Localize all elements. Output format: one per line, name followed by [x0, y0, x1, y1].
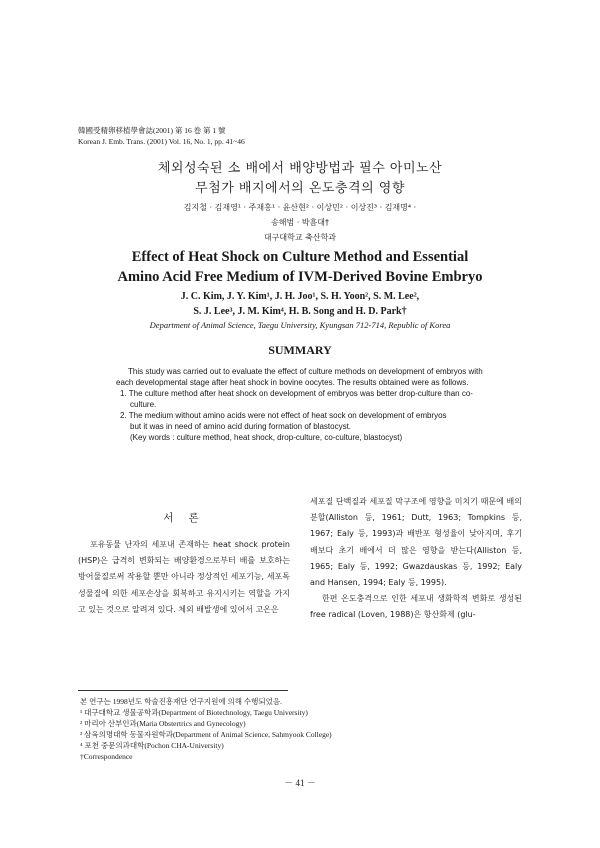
footnote-3: ³ 삼육의명대학 동물자원학과(Department of Animal Science, Sahmyook College)	[80, 730, 332, 739]
english-title-line-2: Amino Acid Free Medium of IVM-Derived Bovine Embryo	[117, 269, 483, 285]
body-paragraph: 포유동물 난자의 세포내 존재하는 heat shock protein (HSP)은 급격히 변화되는 배양환경으로부터 배를 보호하는 방어물질로써 작용할 뿐만 아니라 정상적인 세포기능, 세포독성물질에 의한 세포손상을 회복하고 유지시키는 역할을 가지고 있는 것으로 알려져 있다. 체외 배발생에 있어서 고온은	[78, 540, 290, 614]
english-title-line-1: Effect of Heat Shock on Culture Method and Essential	[131, 249, 469, 265]
korean-affiliation: 대구대학교 축산학과	[263, 233, 337, 242]
korean-title-line-2: 무첨가 배지에서의 온도충격의 영향	[195, 181, 405, 196]
footnote-1: ¹ 대구대학교 생물공학과(Department of Biotechnology, Taegu University)	[80, 708, 308, 717]
body-left-column	[78, 537, 290, 618]
summary-block	[116, 366, 488, 443]
summary-intro: This study was carried out to evaluate the effect of culture methods on development of embryos with each developmental stage after heat shock in bovine oocytes. The results obtained were as follows.	[116, 367, 483, 387]
english-department: Department of Animal Science, Taegu University, Kyungsan 712-714, Republic of Korea	[149, 320, 451, 330]
korean-authors-line-1: 김지철 · 김재영¹ · 주재홍¹ · 윤산현² · 이상민² · 이상진³ · 김재명⁴ ·	[183, 203, 417, 212]
body-paragraph: 한편 온도충격으로 인한 세포내 생화학적 변화로 생성된 free radical (Loven, 1988)은 항산화제 (glu-	[310, 594, 522, 620]
english-authors-line-1: J. C. Kim, J. Y. Kim¹, J. H. Joo¹, S. H. Yoon², S. M. Lee²,	[180, 291, 420, 302]
korean-authors	[0, 200, 600, 245]
summary-keywords: (Key words : culture method, heat shock, drop-culture, co-culture, blastocyst)	[130, 433, 403, 442]
korean-title	[0, 159, 600, 199]
summary-result-2-continued: but it was in need of amino acid during formation of blastocyst.	[130, 422, 352, 431]
korean-title-line-1: 체외성숙된 소 배에서 배양방법과 필수 아미노산	[157, 161, 443, 176]
journal-citation	[78, 125, 245, 147]
footnote-funding: 본 연구는 1998년도 학술진흥재단 연구지원에 의해 수행되었음.	[80, 697, 283, 706]
summary-result-2: 2. The medium without amino acids were not effect of heat sock on development of embryos	[120, 411, 447, 420]
english-authors	[0, 289, 600, 319]
summary-result-1: 1. The culture method after heat shock on development of embryos was better drop-culture than co-culture.	[120, 389, 473, 409]
english-authors-line-2: S. J. Lee³, J. M. Kim⁴, H. B. Song and H. D. Park†	[193, 306, 407, 317]
summary-heading: SUMMARY	[268, 343, 332, 357]
section-title-introduction: 서 론	[163, 512, 205, 524]
footnotes	[80, 696, 480, 762]
page-number: － 41 －	[284, 778, 316, 788]
footnote-divider	[78, 690, 288, 691]
footnote-correspondence: †Correspondence	[80, 752, 133, 761]
body-paragraph: 세포질 단백질과 세포질 막구조에 영향을 미치기 때문에 배의 분할(Alliston 등, 1961; Dutt, 1963; Tompkins 등, 1967; Ealy 등, 1993)과 배반포 형성율이 낮아지며, 후기 배보다 초기 배에서 더 많은 영향을 받는다(Alliston 등, 1965; Ealy 등, 1992; Gwazdauskas 등, 1992; Ealy and Hansen, 1994; Ealy 등, 1995).	[310, 497, 522, 588]
footnote-2: ² 마리아 산부인과(Maria Obstertrics and Gynecology)	[80, 719, 246, 728]
english-title	[0, 247, 600, 287]
body-right-column	[310, 494, 522, 624]
footnote-4: ⁴ 포천 중문의과대학(Pochon CHA-University)	[80, 741, 224, 750]
korean-authors-line-2: 송해범 · 박흠대†	[271, 218, 329, 227]
journal-citation-korean: 韓國受精卵移植學會誌(2001) 第 16 卷 第 1 號	[78, 126, 226, 135]
journal-citation-english: Korean J. Emb. Trans. (2001) Vol. 16, No. 1, pp. 41~46	[78, 137, 245, 146]
